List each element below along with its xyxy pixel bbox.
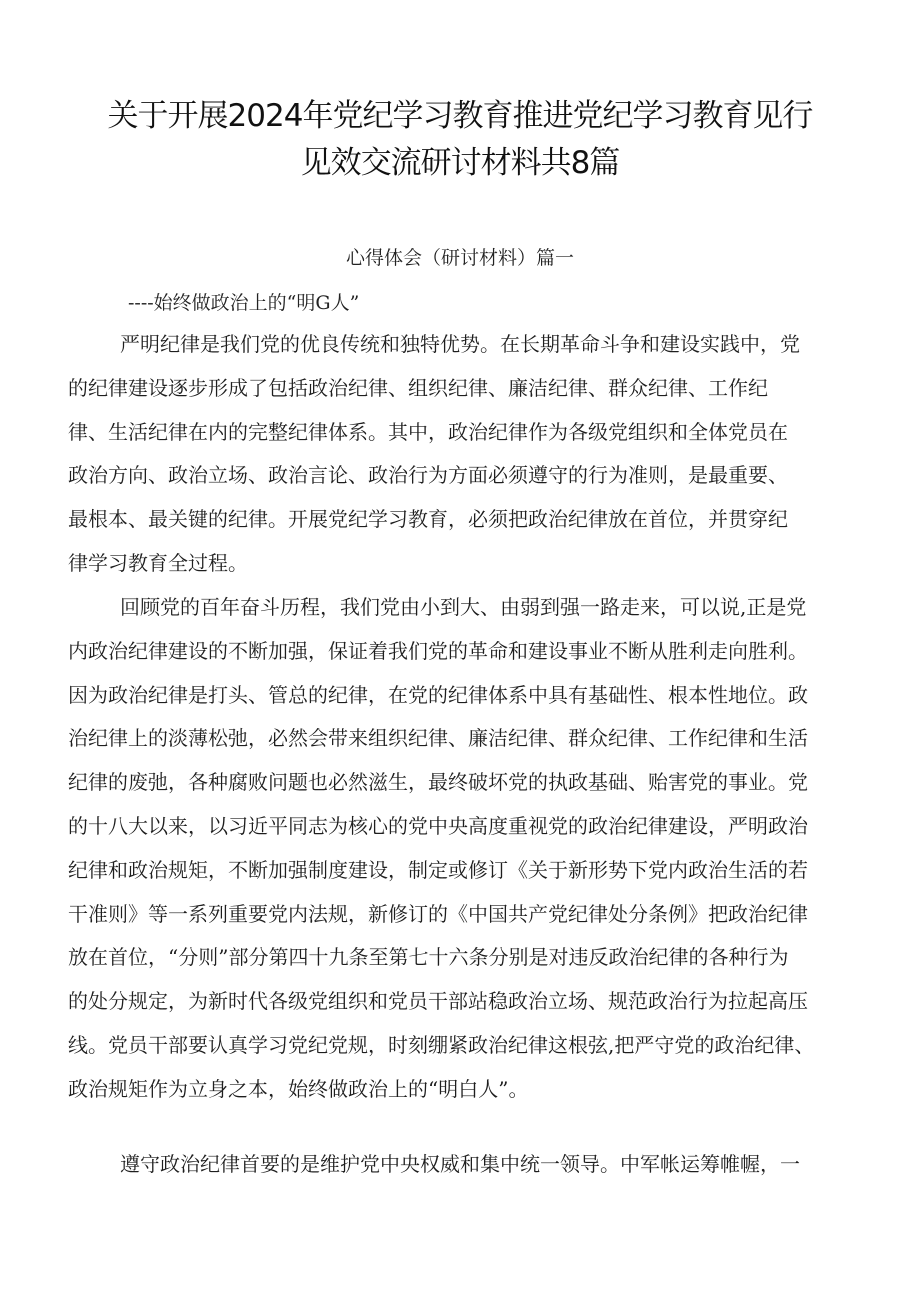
paragraph-line: 纪律的废弛，各种腐败问题也必然滋生，最终破坏党的执政基础、贻害党的事业。党 [68, 770, 808, 795]
paragraph-1 [68, 323, 868, 586]
paragraph-line: 最根本、最关键的纪律。开展党纪学习教育，必须把政治纪律放在首位，并贯穿纪 [68, 507, 788, 532]
paragraph-line: 律学习教育全过程。 [68, 550, 248, 575]
paragraph-line: 线。党员干部要认真学习党纪党规，时刻绷紧政治纪律这根弦,把严守党的政治纪律、 [68, 1032, 815, 1057]
document-title-line-1: 关于开展2024年党纪学习教育推进党纪学习教育见行 [107, 98, 813, 134]
paragraph-line: 严明纪律是我们党的优良传统和独特优势。在长期革命斗争和建设实践中，党 [120, 332, 800, 356]
paragraph-line: 治纪律上的淡薄松弛，必然会带来组织纪律、廉洁纪律、群众纪律、工作纪律和生活 [68, 726, 808, 751]
paragraph-line: 内政治纪律建设的不断加强，保证着我们党的革命和建设事业不断从胜利走向胜利。 [68, 638, 808, 663]
paragraph-line: 因为政治纪律是打头、管总的纪律，在党的纪律体系中具有基础性、根本性地位。政 [68, 682, 808, 707]
paragraph-line: 的纪律建设逐步形成了包括政治纪律、组织纪律、廉洁纪律、群众纪律、工作纪 [68, 375, 768, 400]
paragraph-3 [68, 1143, 868, 1187]
paragraph-line: 遵守政治纪律首要的是维护党中央权威和集中统一领导。中军帐运筹帷幄，一 [120, 1152, 800, 1176]
paragraph-2 [68, 586, 868, 1112]
paragraph-line: 回顾党的百年奋斗历程，我们党由小到大、由弱到强一路走来，可以说,正是党 [120, 595, 807, 619]
paragraph-line: 政治规矩作为立身之本，始终做政治上的“明白人”。 [68, 1076, 529, 1101]
section-subtitle: ----始终做政治上的“明G人” [128, 292, 360, 314]
paragraph-line: 干准则》等一系列重要党内法规，新修订的《中国共产党纪律处分条例》把政治纪律 [68, 901, 808, 926]
section-heading: 心得体会（研讨材料）篇一 [345, 247, 574, 269]
paragraph-line: 律、生活纪律在内的完整纪律体系。其中，政治纪律作为各级党组织和全体党员在 [68, 419, 788, 444]
document-title-line-2: 见效交流研讨材料共8篇 [300, 145, 620, 181]
paragraph-line: 放在首位，“分则”部分第四十九条至第七十六条分别是对违反政治纪律的各种行为 [68, 945, 789, 970]
paragraph-line: 的十八大以来，以习近平同志为核心的党中央高度重视党的政治纪律建设，严明政治 [68, 813, 808, 838]
paragraph-line: 政治方向、政治立场、政治言论、政治行为方面必须遵守的行为准则，是最重要、 [68, 463, 788, 488]
paragraph-line: 的处分规定，为新时代各级党组织和党员干部站稳政治立场、规范政治行为拉起高压 [68, 989, 808, 1014]
paragraph-line: 纪律和政治规矩，不断加强制度建设，制定或修订《关于新形势下党内政治生活的若 [68, 857, 808, 882]
